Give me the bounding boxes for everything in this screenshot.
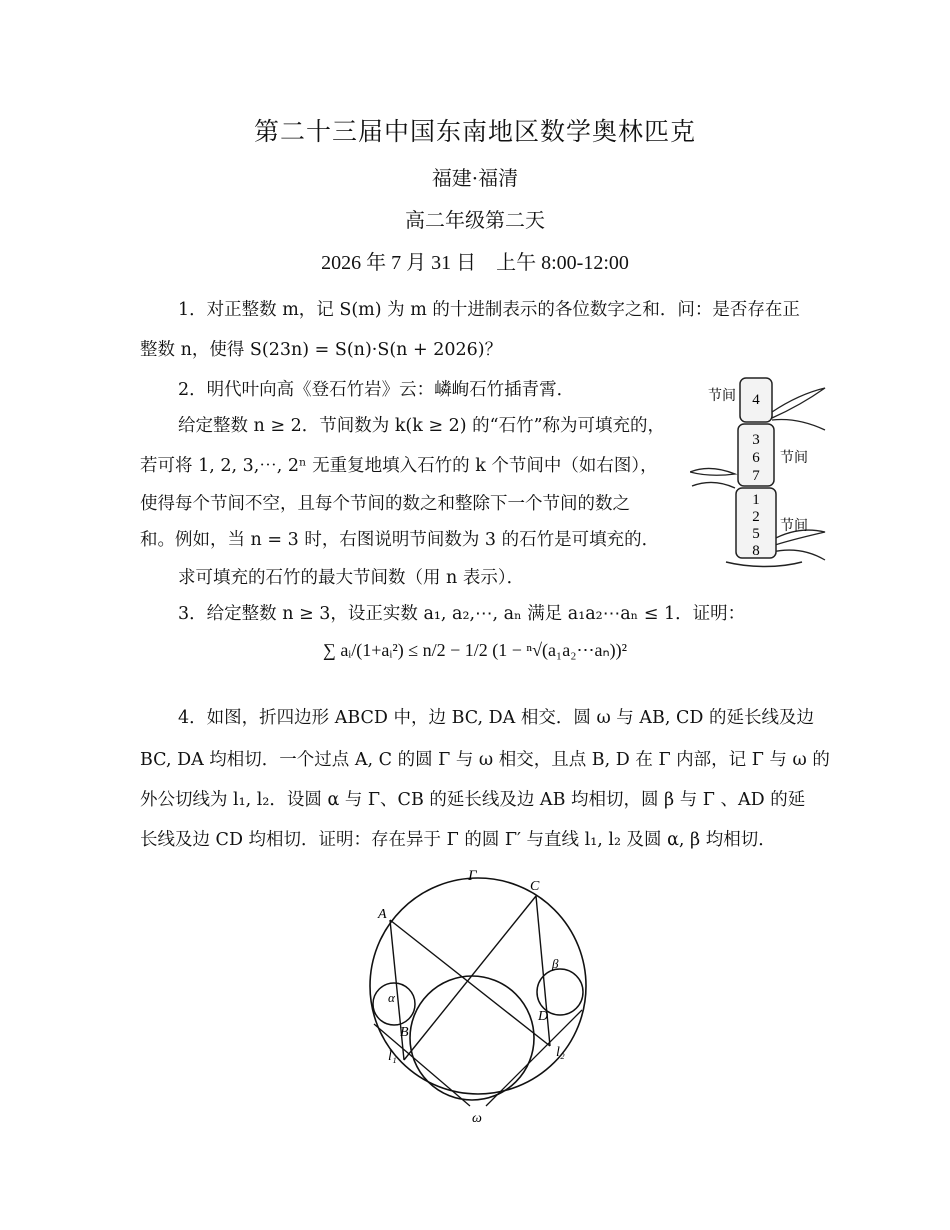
- problem-4-line-3: 外公切线为 l₁, l₂．设圆 α 与 Γ、CB 的延长线及边 AB 均相切，圆 β 与 Γ 、AD 的延: [140, 790, 806, 810]
- node-label-3: 节间: [780, 519, 808, 534]
- problem-1-number: 1．: [178, 300, 207, 320]
- grade-day-subtitle: 高二年级第二天: [405, 208, 545, 232]
- segment-number: 5: [752, 526, 760, 542]
- problem-2-line-2: 给定整数 n ≥ 2．节间数为 k(k ≥ 2) 的“石竹”称为可填充的，: [178, 416, 666, 436]
- problem-3-line-1: 3．给定整数 n ≥ 3，设正实数 a₁, a₂,⋯, aₙ 满足 a₁a₂⋯aₙ ≤ 1．证明：: [178, 604, 746, 624]
- node-label-2: 节间: [780, 451, 808, 466]
- segment-number: 1: [752, 492, 760, 508]
- problem-1-line-2: 整数 n，使得 S(23n) = S(n)·S(n + 2026)？: [140, 340, 503, 360]
- point-c-label: C: [530, 879, 540, 894]
- beta-label: β: [552, 956, 559, 971]
- problem-2-line-5: 和。例如，当 n = 3 时，右图说明节间数为 3 的石竹是可填充的．: [140, 530, 660, 550]
- omega-label: ω: [472, 1111, 482, 1126]
- problem-2-number: 2．: [178, 380, 207, 400]
- segment-number: 6: [752, 450, 760, 466]
- gamma-label: Γ: [468, 868, 477, 884]
- l2-label: l₂: [556, 1045, 565, 1060]
- problem-1-line-1: 1．对正整数 m，记 S(m) 为 m 的十进制表示的各位数字之和．问：是否存在正: [178, 300, 800, 320]
- problem-2-line-3: 若可将 1, 2, 3,⋯, 2ⁿ 无重复地填入石竹的 k 个节间中（如右图），: [140, 456, 658, 476]
- problem-2-line-6: 求可填充的石竹的最大节间数（用 n 表示）．: [178, 568, 525, 588]
- segment-number: 2: [752, 509, 760, 525]
- problem-3-number: 3．: [178, 604, 207, 624]
- problem-4-line-1: 4．如图，折四边形 ABCD 中，边 BC, DA 相交．圆 ω 与 AB, CD 的延长线及边: [178, 708, 814, 728]
- page-title: 第二十三届中国东南地区数学奥林匹克: [253, 117, 696, 146]
- alpha-label: α: [388, 990, 395, 1005]
- bamboo-figure: [690, 370, 830, 580]
- date-time: 2026 年 7 月 31 日 上午 8:00-12:00: [321, 252, 629, 274]
- segment-number: 7: [752, 468, 760, 484]
- l1-label: l₁: [388, 1049, 397, 1064]
- problem-2-line-1: 2．明代叶向高《登石竹岩》云：嶙峋石竹插青霄．: [178, 380, 575, 400]
- segment-number: 3: [752, 432, 760, 448]
- node-label-1: 节间: [708, 389, 736, 404]
- geometry-figure: [360, 860, 620, 1130]
- location-subtitle: 福建·福清: [431, 166, 519, 190]
- segment-number: 4: [752, 392, 760, 408]
- problem-4-line-4: 长线及边 CD 均相切．证明：存在异于 Γ 的圆 Γ′ 与直线 l₁, l₂ 及圆 α, β 均相切．: [140, 830, 776, 850]
- problem-4-line-2: BC, DA 均相切．一个过点 A, C 的圆 Γ 与 ω 相交，且点 B, D 在 Γ 内部，记 Γ 与 ω 的: [140, 750, 830, 770]
- point-a-label: A: [378, 907, 387, 922]
- point-d-label: D: [538, 1009, 549, 1024]
- problem-4-number: 4．: [178, 708, 207, 728]
- problem-2-line-4: 使得每个节间不空，且每个节间的数之和整除下一个节间的数之: [140, 494, 630, 514]
- problem-3-formula: ∑ aᵢ/(1+aᵢ²) ≤ n/2 − 1/2 (1 − ⁿ√(a₁a₂⋯aₙ))²: [322, 640, 628, 660]
- segment-number: 8: [752, 543, 760, 559]
- point-b-label: B: [400, 1025, 409, 1040]
